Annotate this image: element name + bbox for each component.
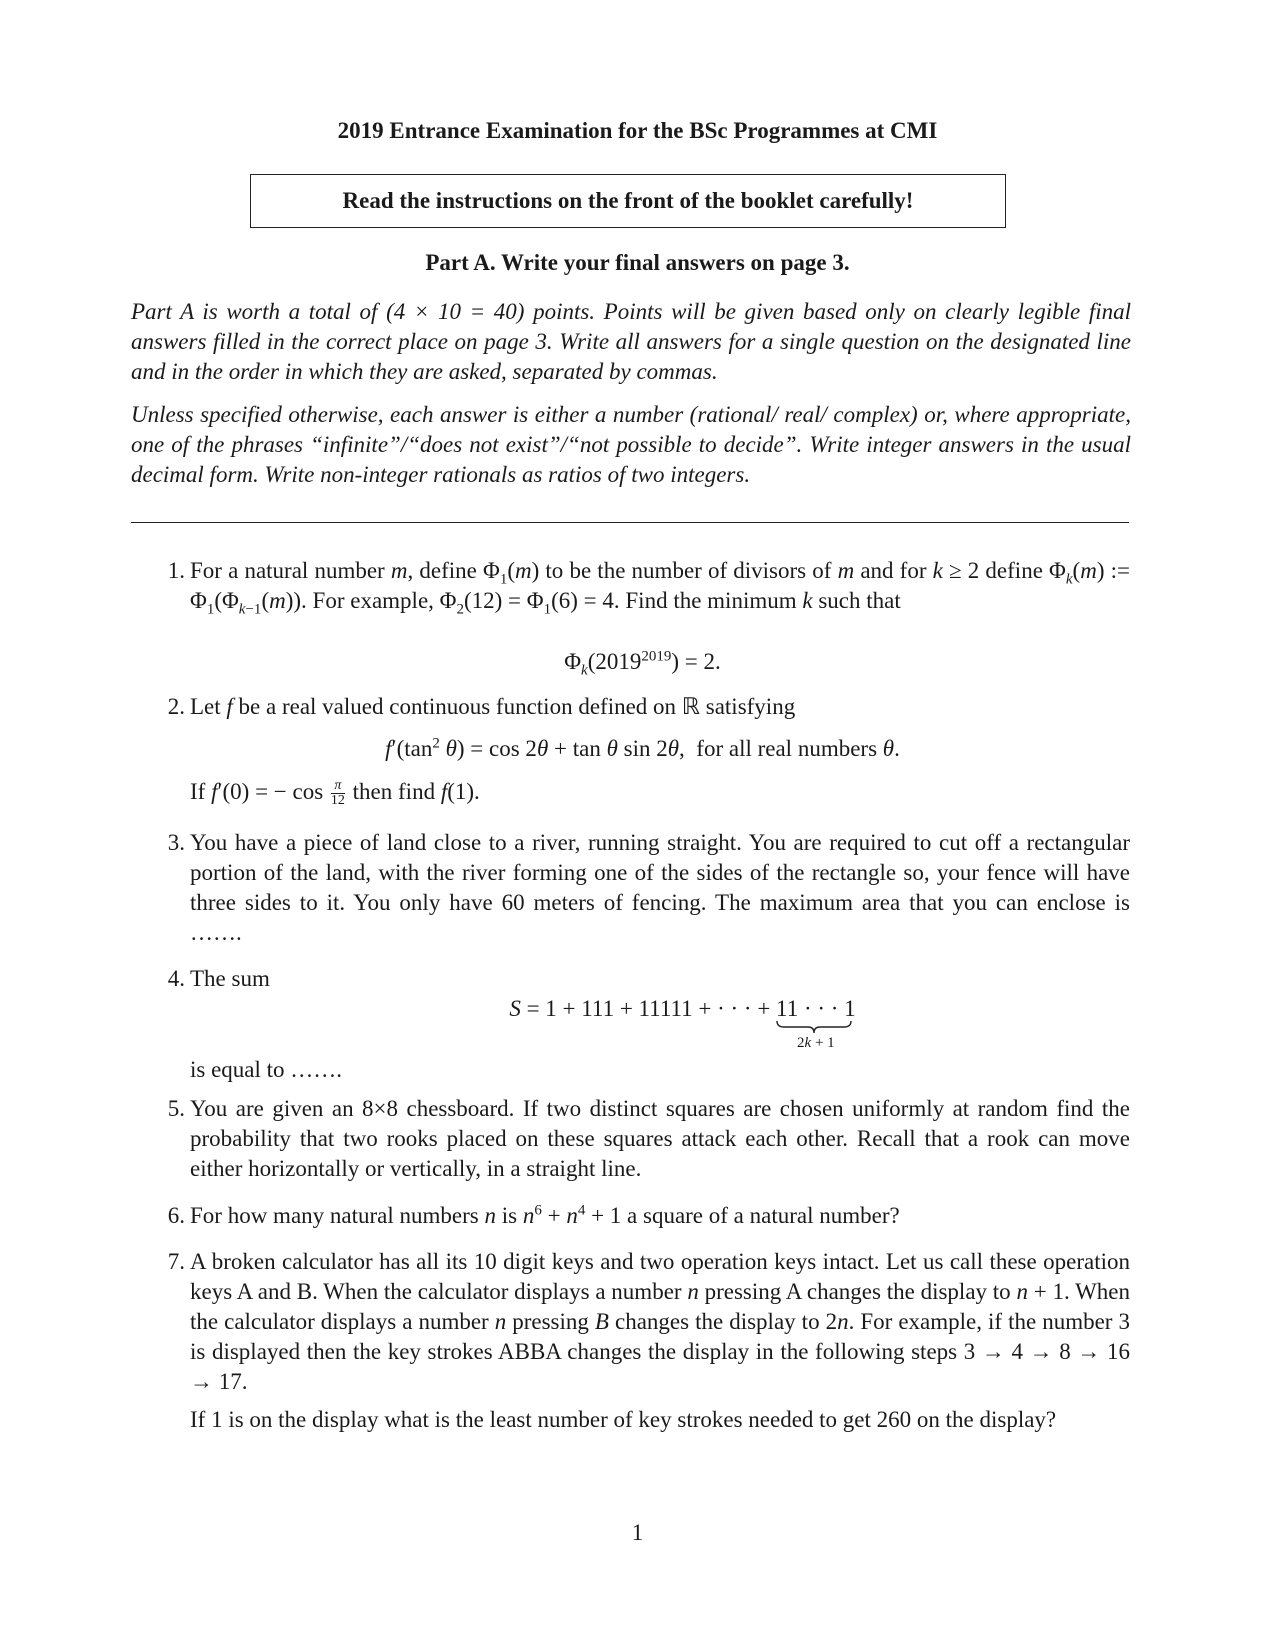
question-2: [155, 692, 1130, 812]
underbrace-term: 11 · · · 1 2k + 1: [776, 994, 856, 1024]
page-number: 1: [631, 1520, 644, 1545]
exam-title: 2019 Entrance Examination for the BSc Programmes at CMI: [337, 118, 938, 143]
part-heading: Part A. Write your final answers on page 3.: [425, 250, 850, 275]
equation-4: S = 1 + 111 + 11111 + · · · + 11 · · · 1 2k + 1: [195, 994, 1170, 1024]
question-number: 3.: [167, 830, 185, 855]
instruction-box: Read the instructions on the front of the booklet carefully!: [250, 174, 1006, 228]
question-1: [155, 556, 1130, 696]
question-text: The sum: [190, 966, 270, 991]
underbrace-label: 2k + 1: [797, 1035, 835, 1051]
equation-2: $f'(\tan^2$ θ) = cos 2θ + tan θ sin 2θ, for all real numbers θ.: [385, 735, 900, 761]
question-text: You are given an 8×8 chessboard. If two distinct squares are chosen uniformly at random find the probability that two rooks placed on these squares attack each other. Recall that a rook can move either horizontally or vertically, in a straight line.: [190, 1096, 1130, 1181]
question-text: A broken calculator has all its 10 digit keys and two operation keys intact. Let us call these operation keys A and B. When the calculator displays a number n pressing A changes the display to n + 1. When the calculator displays a number n pressing B changes the display to 2n. For example, if the number 3 is displayed then the key strokes ABBA changes the display in the following steps 3 → 4 → 8 → 16 → 17.: [190, 1249, 1130, 1394]
divider-rule: [131, 522, 1129, 523]
intro-paragraph-2: Unless specified otherwise, each answer is either a number (rational/ real/ complex) or, where appropriate, one of the phrases “infinite”/“does not exist”/“not possible to decide”. Write integer answers in the usual decimal form. Write non-integer rationals as ratios of two integers.: [131, 402, 1131, 487]
question-7-follow-up: If 1 is on the display what is the least number of key strokes needed to get 260 on the display?: [190, 1407, 1057, 1432]
intro-paragraph-1: Part A is worth a total of (4 × 10 = 40) points. Points will be given based only on clearly legible final answers filled in the correct place on page 3. Write all answers for a single question on the designated line and in the order in which they are asked, separated by commas.: [131, 299, 1131, 384]
question-4-tail: is equal to …….: [190, 1057, 343, 1082]
equation-1: $\Phi_k(2019^{2019}) = 2$.: [564, 648, 721, 679]
question-number: 7.: [167, 1249, 185, 1274]
question-text: For a natural number m, define $\Phi_1(m)$ to be the number of divisors of m and for k ≥ 2 define $\Phi_k(m)$ := $\Phi_1(\Phi_{k-1}(m))$. For example, $\Phi_2(12) = \Phi_1(6) = 4$. Find the minimum k such that: [190, 558, 1130, 618]
question-number: 4.: [167, 966, 185, 991]
question-3: [155, 828, 1130, 948]
question-5: [155, 1094, 1130, 1194]
question-number: 5.: [167, 1096, 185, 1121]
question-2-condition: If f′(0) = − cos $\frac{\pi}{12}$ then find f(1).: [190, 778, 480, 809]
question-number: 6.: [167, 1203, 185, 1228]
question-6: [155, 1201, 1130, 1235]
question-text: Let f be a real valued continuous function defined on ℝ satisfying: [190, 694, 796, 719]
question-number: 1.: [167, 558, 185, 583]
question-number: 2.: [167, 694, 185, 719]
question-4: [155, 964, 1130, 1084]
question-text: For how many natural numbers n is $n^6 + n^4 + 1$ a square of a natural number?: [190, 1202, 900, 1228]
question-7: [155, 1247, 1130, 1467]
question-text: You have a piece of land close to a river, running straight. You are required to cut off a rectangular portion of the land, with the river forming one of the sides of the rectangle so, your fence will have three sides to it. You only have 60 meters of fencing. The maximum area that you can enclose is …….: [190, 830, 1130, 945]
